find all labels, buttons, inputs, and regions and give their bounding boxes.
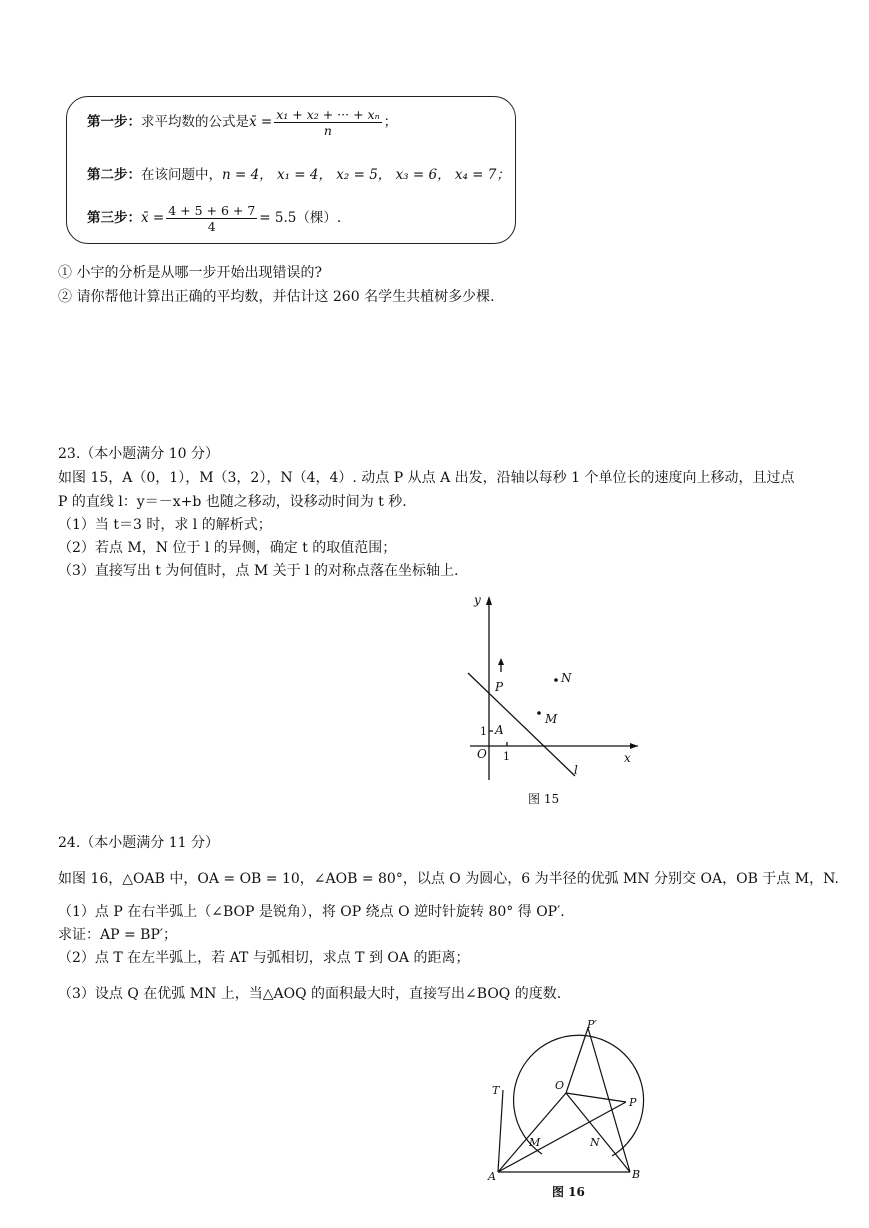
solution-steps-box	[66, 96, 516, 244]
step-2-text: 在该问题中，	[141, 167, 222, 183]
label-N: N	[590, 1136, 600, 1149]
label-P: P	[495, 680, 504, 694]
q24-part-1: （1）点 P 在右半弧上（∠BOP 是锐角），将 OP 绕点 O 逆时针旋转 80° 得 OP′.	[58, 904, 565, 920]
label-M: M	[545, 712, 558, 726]
step-1-label: 第一步：	[87, 114, 141, 130]
mean-formula-numerator: x₁ + x₂ + ··· + xₙ	[276, 107, 380, 122]
step-1-end: ；	[383, 114, 398, 130]
segment-OP	[566, 1093, 626, 1102]
mean-formula-denominator: n	[323, 123, 332, 138]
label-A: A	[495, 723, 504, 737]
label-T: T	[492, 1084, 500, 1097]
figure-16	[480, 1018, 655, 1190]
q24-part-2: （2）点 T 在左半弧上，若 AT 与弧相切，求点 T 到 OA 的距离；	[58, 950, 470, 966]
label-M: M	[529, 1136, 541, 1149]
up-arrow-icon	[498, 658, 504, 665]
segment-AP	[498, 1102, 626, 1172]
x-axis-arrow-icon	[630, 743, 638, 749]
step-2	[87, 163, 510, 183]
step-1-text: 求平均数的公式是	[141, 114, 249, 130]
label-P: P	[629, 1096, 637, 1109]
q24-part-3: （3）设点 Q 在优弧 MN 上，当△AOQ 的面积最大时，直接写出∠BOQ 的度数.	[58, 986, 562, 1002]
segment-OP-prime	[566, 1028, 588, 1093]
y-axis-arrow-icon	[486, 596, 492, 605]
label-y: y	[474, 593, 481, 607]
q23-header: 23.（本小题满分 10 分）	[58, 446, 219, 462]
mean-formula-fraction	[274, 107, 381, 138]
q23-part-3: （3）直接写出 t 为何值时，点 M 关于 l 的对称点落在坐标轴上.	[58, 563, 459, 579]
label-A: A	[488, 1170, 496, 1183]
label-P-prime: P′	[587, 1018, 597, 1031]
q22-part-2: ② 请你帮他计算出正确的平均数，并估计这 260 名学生共植树多少棵.	[58, 289, 495, 305]
step-3-label: 第三步：	[87, 210, 141, 226]
q23-line-1: 如图 15，A（0，1），M（3，2），N（4，4）. 动点 P 从点 A 出发，沿轴以每秒 1 个单位长的速度向上移动，且过点	[58, 470, 795, 486]
q22-part-1: ① 小宇的分析是从哪一步开始出现错误的?	[58, 265, 322, 281]
step-3	[87, 203, 341, 234]
label-x: x	[624, 751, 631, 765]
step-2-label: 第二步：	[87, 167, 141, 183]
figure-15	[460, 588, 650, 788]
step-1	[87, 107, 397, 138]
segment-OA	[498, 1093, 566, 1172]
label-B: B	[632, 1168, 641, 1181]
step-1-xbar: x̄ =	[249, 114, 273, 130]
figure-16-caption: 图 16	[552, 1185, 585, 1199]
segment-AT	[498, 1090, 503, 1172]
label-y-one: 1	[480, 725, 487, 738]
step-3-numerator: 4 + 5 + 6 + 7	[168, 203, 256, 218]
point-N	[554, 678, 558, 682]
label-N: N	[561, 671, 572, 685]
q24-proof: 求证：AP = BP′；	[58, 927, 178, 943]
q24-header: 24.（本小题满分 11 分）	[58, 835, 219, 851]
q23-part-1: （1）当 t＝3 时，求 l 的解析式；	[58, 517, 272, 533]
figure-15-caption: 图 15	[528, 792, 560, 806]
q24-line-1: 如图 16，△OAB 中，OA = OB = 10，∠AOB = 80°，以点 O 为圆心，6 为半径的优弧 MN 分别交 OA，OB 于点 M，N.	[58, 871, 839, 887]
step-3-denominator: 4	[207, 219, 216, 234]
q23-line-2: P 的直线 l：y＝－x+b 也随之移动，设移动时间为 t 秒.	[58, 494, 407, 510]
q23-part-2: （2）若点 M，N 位于 l 的异侧，确定 t 的取值范围；	[58, 540, 397, 556]
label-O: O	[555, 1079, 565, 1092]
step-3-xbar: x̄ =	[141, 210, 165, 226]
label-l: l	[574, 763, 578, 777]
step-3-result: = 5.5（棵）.	[259, 210, 342, 226]
step-2-values: n = 4， x₁ = 4， x₂ = 5， x₃ = 6， x₄ = 7；	[222, 167, 510, 183]
label-O: O	[477, 747, 487, 761]
step-3-fraction	[166, 203, 257, 234]
point-M	[537, 711, 541, 715]
label-x-one: 1	[503, 750, 510, 763]
